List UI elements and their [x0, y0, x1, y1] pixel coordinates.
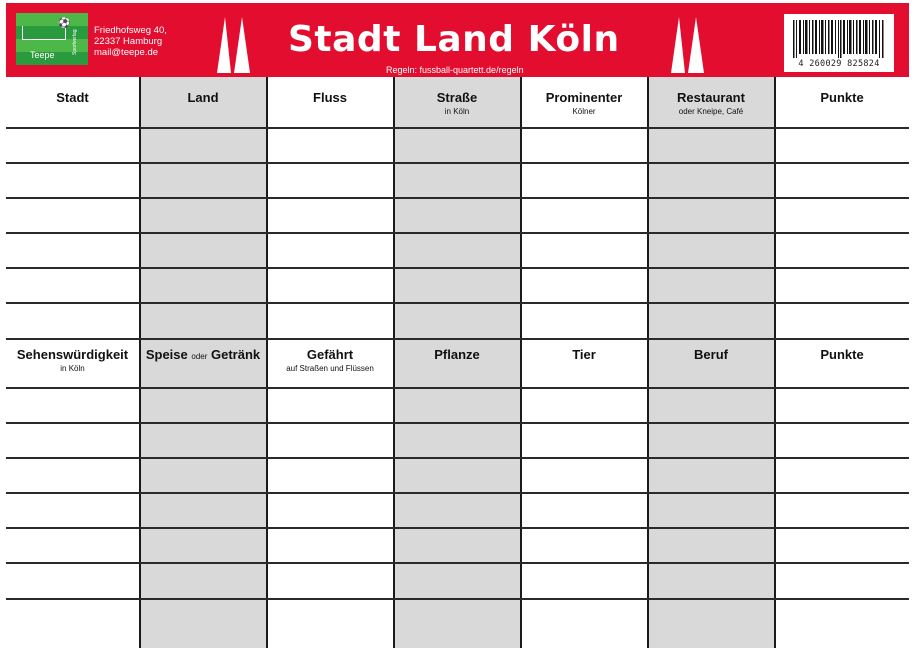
header-sehenswuerdigkeit: Sehenswürdigkeit in Köln	[16, 347, 129, 373]
teepe-logo	[16, 13, 88, 65]
row-line	[6, 197, 909, 199]
rules-link[interactable]: Regeln: fussball-quartett.de/regeln	[386, 65, 524, 75]
header-stadt: Stadt	[56, 90, 89, 105]
header-punkte-1: Punkte	[820, 90, 864, 105]
header-banner	[6, 3, 909, 77]
row-line	[6, 562, 909, 564]
row-line	[6, 338, 909, 340]
row-line	[6, 422, 909, 424]
row-line	[6, 527, 909, 529]
logo-vertical-text: Sportverlag	[72, 29, 78, 55]
header-speise-getraenk: Speise oder Getränk	[145, 347, 261, 362]
row-line	[6, 302, 909, 304]
row-line	[6, 387, 909, 389]
address-city: 22337 Hamburg	[94, 36, 163, 47]
header-prominenter: Prominenter Kölner	[545, 90, 623, 116]
page-title: Stadt Land Köln	[288, 19, 620, 60]
barcode-bars	[793, 20, 885, 58]
header-pflanze: Pflanze	[434, 347, 480, 362]
header-punkte-2: Punkte	[820, 347, 864, 362]
address-street: Friedhofsweg 40,	[94, 25, 167, 36]
header-tier: Tier	[572, 347, 596, 362]
header-land: Land	[187, 90, 219, 105]
row-line	[6, 127, 909, 129]
cathedral-spires-right-icon	[666, 17, 708, 73]
header-gefaehrt: Gefährt auf Straßen und Flüssen	[286, 347, 374, 373]
row-line	[6, 267, 909, 269]
row-line	[6, 162, 909, 164]
header-restaurant: Restaurant oder Kneipe, Café	[677, 90, 745, 116]
row-line	[6, 598, 909, 600]
address-email[interactable]: mail@teepe.de	[94, 47, 159, 58]
barcode-number: 4 260029 825824	[798, 59, 880, 69]
game-table	[6, 77, 909, 648]
header-beruf: Beruf	[694, 347, 728, 362]
header-fluss: Fluss	[313, 90, 347, 105]
header-strasse: Straße in Köln	[436, 90, 478, 116]
soccer-ball-icon: ⚽	[58, 18, 71, 29]
publisher-address	[94, 25, 167, 58]
row-line	[6, 232, 909, 234]
row-line	[6, 492, 909, 494]
barcode	[784, 14, 894, 72]
row-line	[6, 457, 909, 459]
cathedral-spires-left-icon	[212, 17, 254, 73]
logo-brand: Teepe	[30, 50, 55, 60]
